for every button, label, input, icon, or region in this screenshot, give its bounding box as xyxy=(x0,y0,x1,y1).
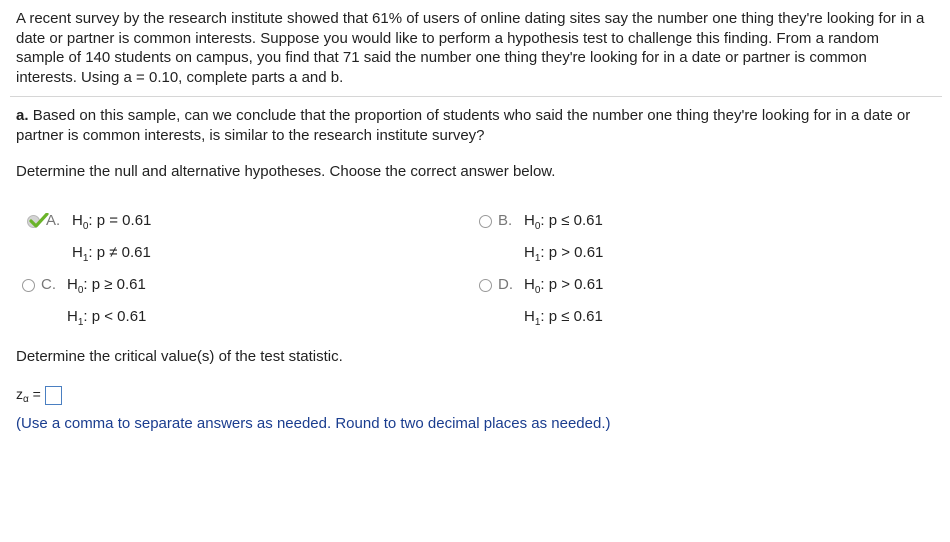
rounding-note: (Use a comma to separate answers as needed. Round to two decimal places as needed.) xyxy=(16,415,611,432)
option-c-letter: C. xyxy=(41,276,56,293)
part-a-question xyxy=(16,106,941,145)
option-a-letter: A. xyxy=(46,212,61,229)
critical-value-instruction: Determine the critical value(s) of the test statistic. xyxy=(16,348,343,365)
option-c-radio[interactable] xyxy=(22,279,35,292)
option-b-hypotheses xyxy=(524,208,603,272)
option-a-hypotheses xyxy=(72,208,151,272)
part-a-text: Based on this sample, can we conclude that the proportion of students who said the number one thing they're looking for in a date or partner is common interests, is similar to the research institute survey? xyxy=(16,107,911,144)
option-c-alt: $H_1$: p < 0.61 xyxy=(67,308,147,328)
option-b-null: $H_0$: p ≤ 0.61 xyxy=(524,212,603,232)
option-c-null: $H_0$: p ≥ 0.61 xyxy=(67,276,146,296)
option-b-letter: B. xyxy=(498,212,513,229)
option-c-hypotheses xyxy=(67,272,146,336)
option-d-hypotheses xyxy=(524,272,603,336)
hypotheses-instruction: Determine the null and alternative hypotheses. Choose the correct answer below. xyxy=(16,163,556,180)
option-a-null: $H_0$: p = 0.61 xyxy=(72,212,152,232)
question-intro: A recent survey by the research institute showed that 61% of users of online dating sites say the number one thing they're looking for in a date or partner is common interests. Suppose you would like to perform a hypothesis test to challenge this finding. From a random sample of 140 students on campus, you find that 71 said the number one thing they're looking for in a date or partner is common interests. Using a = 0.10, complete parts a and b. xyxy=(16,10,925,86)
option-c[interactable] xyxy=(22,276,146,336)
option-d-alt: $H_1$: p ≤ 0.61 xyxy=(524,308,603,328)
option-b-alt: $H_1$: p > 0.61 xyxy=(524,244,604,264)
option-d[interactable] xyxy=(479,276,603,336)
option-d-letter: D. xyxy=(498,276,513,293)
option-d-null: $H_0$: p > 0.61 xyxy=(524,276,604,296)
divider xyxy=(10,96,942,97)
option-a-radio[interactable] xyxy=(27,215,40,228)
critical-value-input[interactable] xyxy=(45,386,62,405)
option-d-radio[interactable] xyxy=(479,279,492,292)
option-a-alt: $H_1$: p ≠ 0.61 xyxy=(72,244,151,264)
critical-value-row xyxy=(16,386,62,405)
part-a-label: a. xyxy=(16,107,29,124)
option-a[interactable] xyxy=(27,212,151,272)
option-b-radio[interactable] xyxy=(479,215,492,228)
option-b[interactable] xyxy=(479,212,603,272)
z-alpha-label: $z_\alpha$ = xyxy=(16,386,41,405)
